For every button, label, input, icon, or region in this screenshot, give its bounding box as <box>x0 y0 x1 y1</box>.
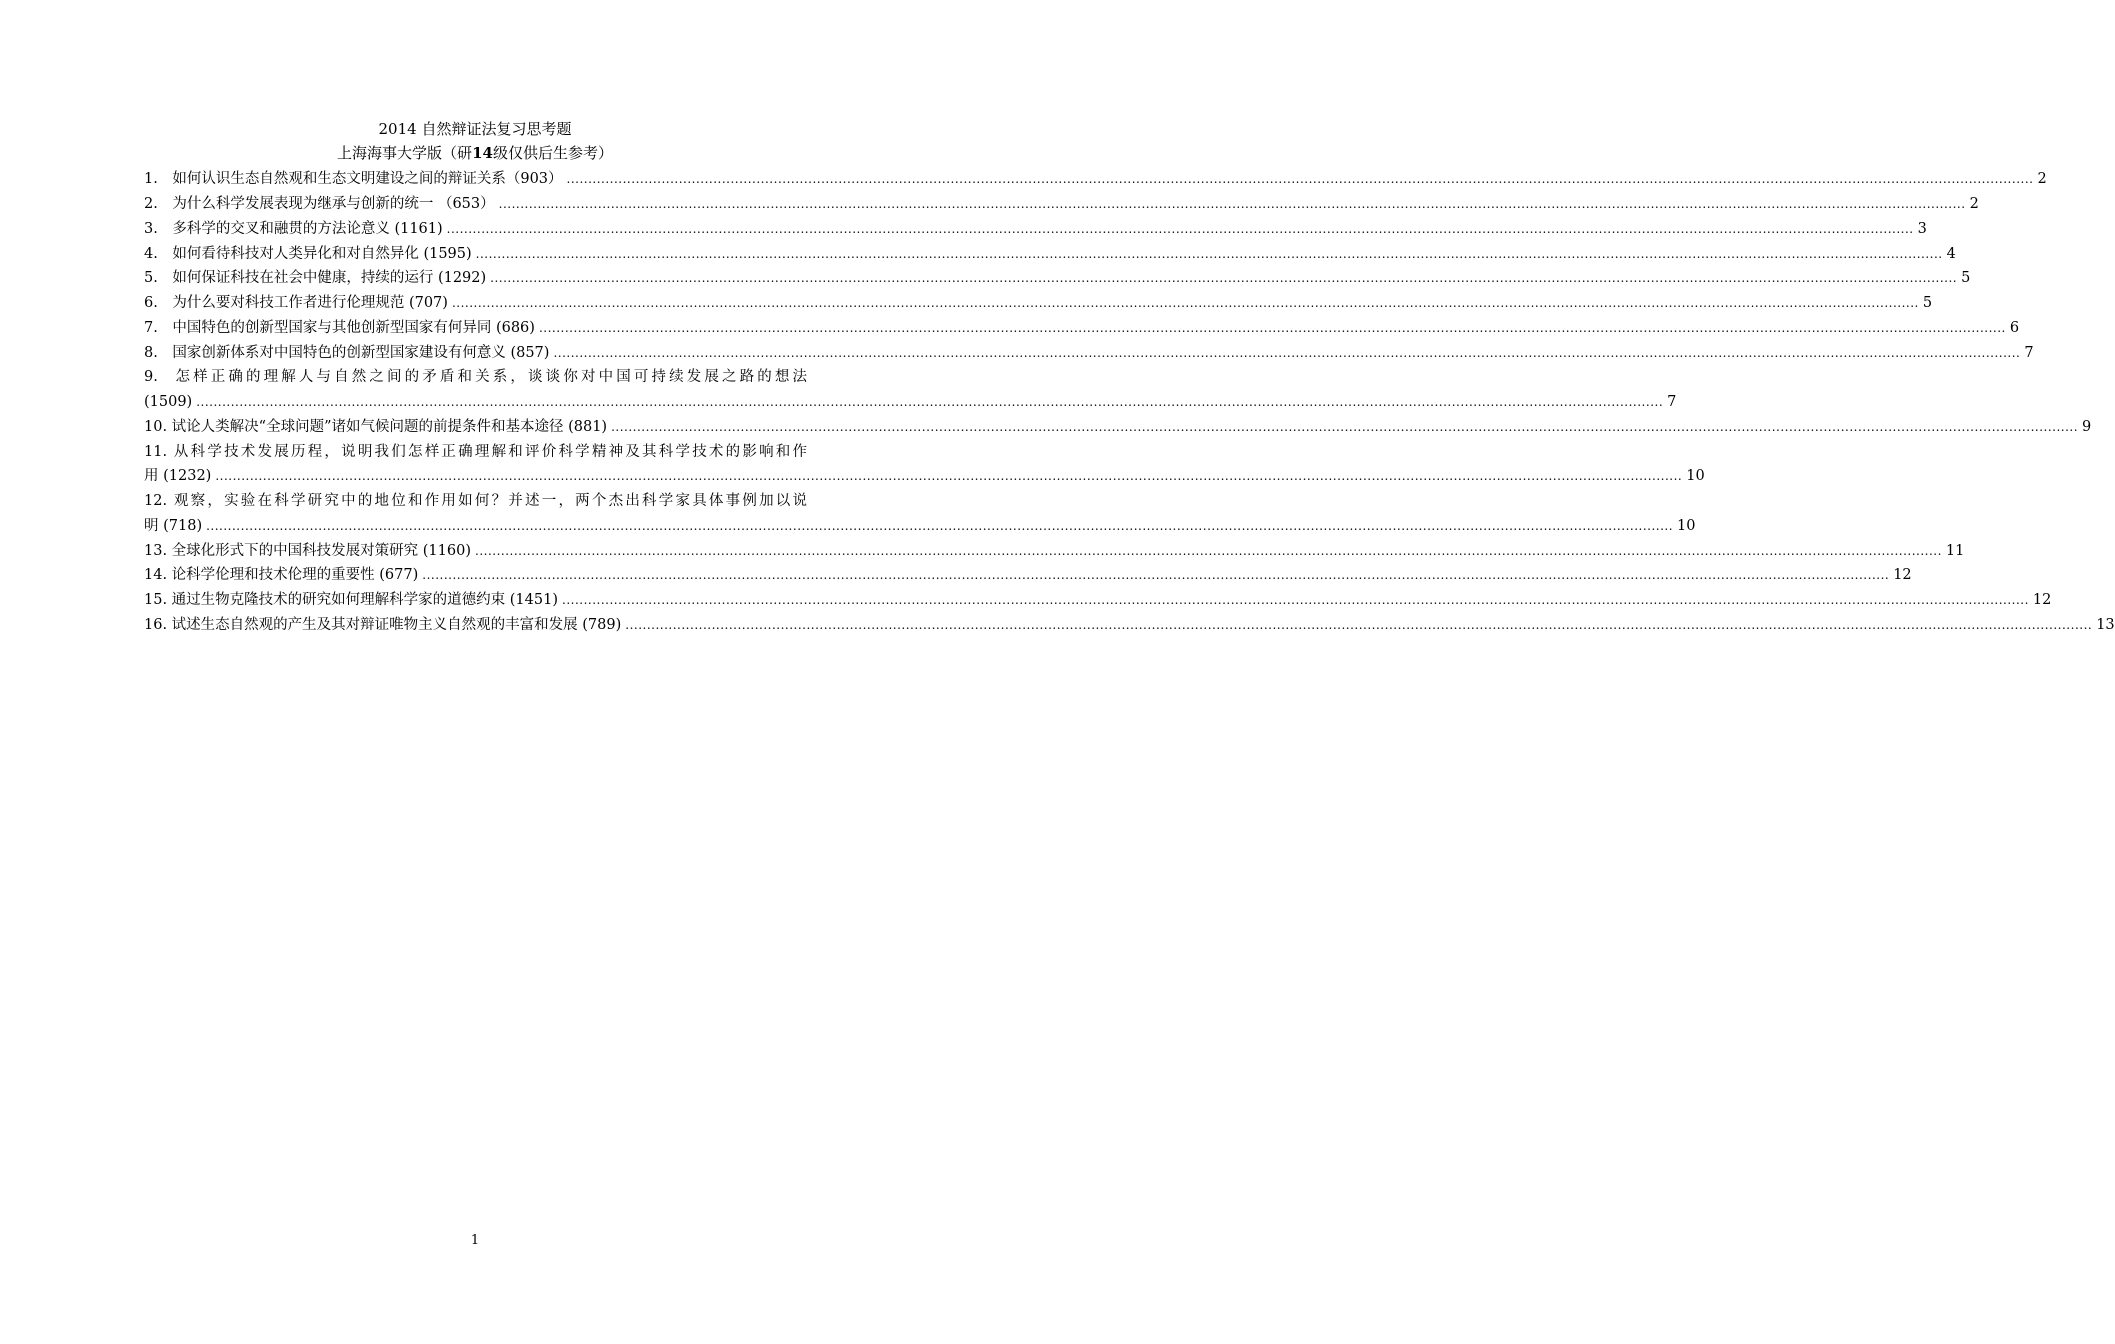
toc-entry-continuation[interactable] <box>144 390 1677 415</box>
toc-entry[interactable] <box>144 217 1927 242</box>
toc-entry-number: 13. <box>144 542 168 559</box>
leader-dots <box>196 392 1663 412</box>
toc-entry-page: 10 <box>1677 517 1696 534</box>
toc-entry[interactable] <box>144 613 2115 638</box>
toc-entry-page: 2 <box>2037 171 2047 188</box>
toc-entry-title: 为什么科学发展表现为继承与创新的统一 （653） <box>172 196 495 213</box>
toc-entry-page: 11 <box>1945 542 1965 559</box>
table-of-contents <box>144 167 2115 637</box>
toc-entry-title: 试述生态自然观的产生及其对辩证唯物主义自然观的丰富和发展 (789) <box>171 616 622 633</box>
toc-entry-text <box>144 244 472 264</box>
toc-entry-title: 观察，实验在科学研究中的地位和作用如何？并述一，两个杰出科学家具体事例加以说 <box>173 493 808 510</box>
toc-entry[interactable] <box>144 489 807 514</box>
toc-entry-number: 10. <box>144 418 168 435</box>
toc-entry[interactable] <box>144 192 1979 217</box>
toc-entry-number: 11. <box>144 443 168 460</box>
toc-entry-title: 中国特色的创新型国家与其他创新型国家有何异同 (686) <box>172 319 535 336</box>
leader-dots <box>562 590 2029 610</box>
toc-entry-page: 12 <box>2032 592 2052 609</box>
toc-entry-number: 6. <box>144 295 158 312</box>
toc-entry[interactable] <box>144 291 1933 316</box>
toc-entry-text <box>144 268 486 288</box>
toc-entry-number: 16. <box>144 616 168 633</box>
page-number: 1 <box>470 1233 480 1248</box>
leader-dots <box>206 516 1673 536</box>
toc-entry[interactable] <box>144 563 1912 588</box>
toc-entry-page: 7 <box>1667 394 1677 411</box>
toc-entry-text <box>144 343 549 363</box>
toc-entry[interactable] <box>144 266 1971 291</box>
leader-dots <box>422 565 1889 585</box>
toc-entry-text <box>144 491 807 511</box>
toc-entry-title: 通过生物克隆技术的研究如何理解科学家的道德约束 (1451) <box>171 592 558 609</box>
toc-entry-text <box>144 565 418 585</box>
toc-entry-title: 试论人类解决“全球问题”诸如气候问题的前提条件和基本途径 (881) <box>171 418 608 435</box>
toc-entry-text <box>144 169 563 189</box>
toc-entry-page: 13 <box>2096 616 2115 633</box>
toc-entry-number: 5. <box>144 270 158 287</box>
leader-dots <box>553 343 2020 363</box>
toc-entry-text <box>144 219 443 239</box>
toc-entry-text <box>144 367 807 387</box>
toc-entry-title: 为什么要对科技工作者进行伦理规范 (707) <box>172 295 448 312</box>
toc-entry-title-continued: 明 (718) <box>144 517 203 534</box>
toc-entry-continuation[interactable] <box>144 464 1705 489</box>
toc-entry[interactable] <box>144 538 1965 563</box>
toc-entry-text <box>144 590 558 610</box>
toc-entry-page: 7 <box>2024 344 2034 361</box>
leader-dots <box>476 244 1943 264</box>
toc-entry-page: 12 <box>1893 567 1912 584</box>
leader-dots <box>447 219 1914 239</box>
subtitle-prefix: 上海海事大学版（研 <box>337 144 473 162</box>
toc-entry-title: 国家创新体系对中国特色的创新型国家建设有何意义 (857) <box>172 344 550 361</box>
toc-entry-number: 15. <box>144 592 168 609</box>
toc-entry-page: 3 <box>1917 220 1927 237</box>
toc-entry-title: 如何保证科技在社会中健康，持续的运行 (1292) <box>172 270 487 287</box>
toc-entry-text <box>144 293 448 313</box>
leader-dots <box>475 541 1942 561</box>
leader-dots <box>539 318 2006 338</box>
toc-entry-page: 5 <box>1922 295 1933 312</box>
leader-dots <box>567 169 2034 189</box>
toc-entry-title: 全球化形式下的中国科技发展对策研究 (1160) <box>171 542 471 559</box>
toc-entry-page: 10 <box>1686 468 1705 485</box>
toc-entry-page: 9 <box>2082 418 2092 435</box>
leader-dots <box>452 293 1919 313</box>
toc-entry[interactable] <box>144 340 2034 365</box>
toc-entry-title-continued: (1509) <box>144 394 193 411</box>
document-title: 2014 自然辩证法复习思考题 <box>378 120 572 138</box>
subtitle-suffix: 级仅供后生参考） <box>492 144 613 162</box>
toc-entry-text <box>144 615 621 635</box>
leader-dots <box>625 615 2092 635</box>
toc-entry-text <box>144 541 471 561</box>
toc-entry-page: 6 <box>2009 319 2020 336</box>
toc-entry-title: 如何看待科技对人类异化和对自然异化 (1595) <box>172 245 472 262</box>
leader-dots <box>215 466 1682 486</box>
toc-entry-number: 8. <box>144 344 158 361</box>
toc-entry-number: 4. <box>144 245 158 262</box>
toc-entry-title: 如何认识生态自然观和生态文明建设之间的辩证关系（903） <box>172 171 563 188</box>
document-subtitle <box>0 142 950 164</box>
toc-entry-page: 4 <box>1946 245 1956 262</box>
toc-entry-title: 多科学的交叉和融贯的方法论意义 (1161) <box>172 220 443 237</box>
toc-entry-text <box>144 442 807 462</box>
toc-entry-title: 怎样正确的理解人与自然之间的矛盾和关系，谈谈你对中国可持续发展之路的想法 <box>172 369 807 386</box>
toc-entry-number: 12. <box>144 493 168 510</box>
toc-entry-title: 论科学伦理和技术伦理的重要性 (677) <box>171 567 419 584</box>
toc-entry-title-continued: 用 (1232) <box>144 468 212 485</box>
toc-entry[interactable] <box>144 365 807 390</box>
toc-entry-page: 5 <box>1961 270 1971 287</box>
toc-entry[interactable] <box>144 241 1956 266</box>
leader-dots <box>499 194 1966 214</box>
toc-entry-number: 2. <box>144 196 158 213</box>
toc-entry[interactable] <box>144 415 2092 440</box>
toc-entry-number: 14. <box>144 567 168 584</box>
toc-entry-title: 从科学技术发展历程，说明我们怎样正确理解和评价科学精神及其科学技术的影响和作 <box>173 443 808 460</box>
toc-entry-continuation[interactable] <box>144 514 1696 539</box>
toc-entry[interactable] <box>144 588 2052 613</box>
subtitle-bold: 14 <box>472 144 493 162</box>
toc-entry[interactable] <box>144 316 2020 341</box>
toc-entry-text <box>144 417 607 437</box>
toc-entry-text <box>144 318 535 338</box>
toc-entry-page: 2 <box>1969 196 1979 213</box>
toc-entry-number: 9. <box>144 369 158 386</box>
toc-entry-number: 7. <box>144 319 158 336</box>
toc-entry-text <box>144 194 495 214</box>
toc-entry[interactable] <box>144 167 2047 192</box>
leader-dots <box>611 417 2078 437</box>
leader-dots <box>490 268 1957 288</box>
toc-entry-number: 1. <box>144 171 158 188</box>
toc-entry-number: 3. <box>144 220 158 237</box>
toc-entry[interactable] <box>144 439 807 464</box>
